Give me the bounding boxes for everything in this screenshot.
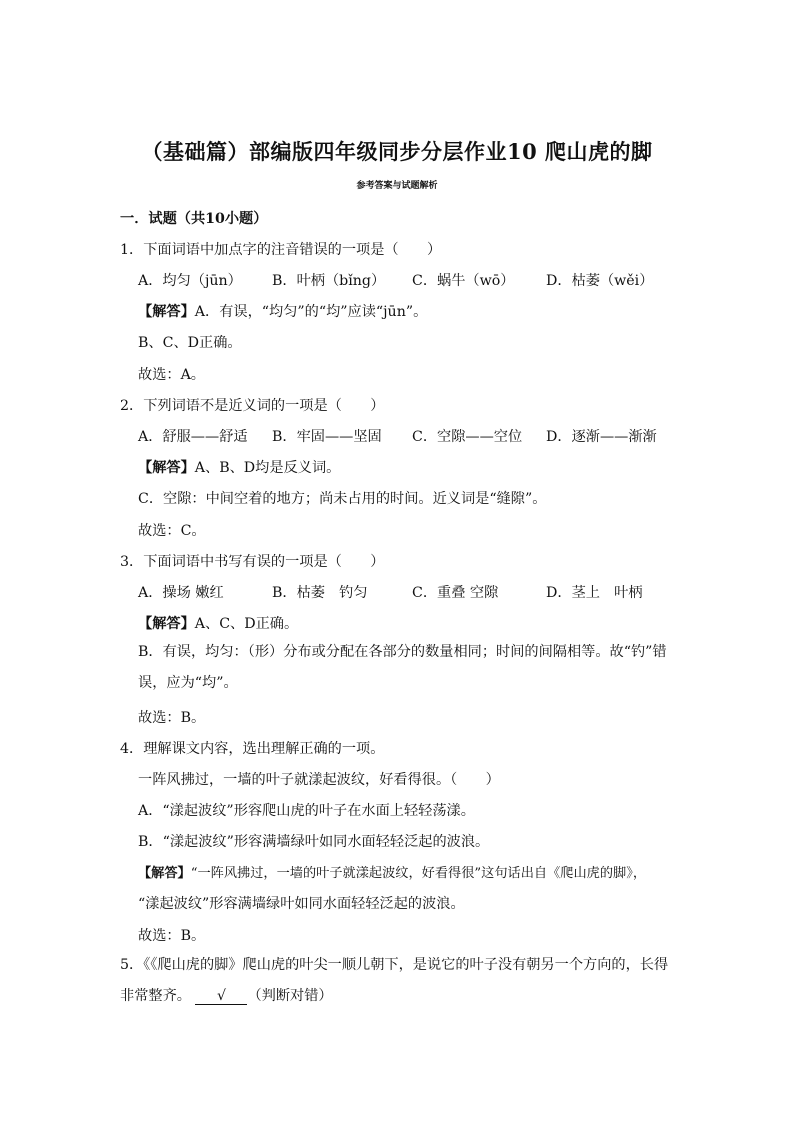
q1-answer: [138, 301, 427, 321]
q4-answer-text: “一阵风拂过，一墙的叶子就漾起波纹，好看得很”这句话出自《爬山虎的脚》，: [190, 866, 647, 881]
q4-stem: 4．理解课文内容，选出理解正确的一项。: [120, 741, 385, 757]
q4-answer-tag: 【解答】: [138, 866, 191, 881]
q4-answer-line2: “漾起波纹”形容满墙绿叶如同水面轻轻泛起的波浪。: [138, 896, 465, 912]
q2-answer-text: A、B、D均是反义词。: [194, 460, 341, 476]
q2-answer: [138, 457, 340, 477]
document-title: （基础篇）部编版四年级同步分层作业10 爬山虎的脚: [141, 139, 653, 164]
q1-option-c: C．蜗牛（wō）: [412, 273, 515, 289]
q3-option-d: D．茎上 叶柄: [546, 585, 643, 601]
q2-option-a: A．舒服——舒适: [138, 429, 248, 445]
q2-answer-tag: 【解答】: [138, 460, 195, 476]
q3-option-c: C．重叠 空隙: [412, 585, 499, 601]
q2-option-b: B．牢固——坚固: [272, 429, 382, 445]
q1-options: [138, 270, 653, 290]
q1-answer-text: A．有误，“均匀”的“均”应读“jūn”。: [194, 304, 428, 320]
q3-answer: [138, 613, 298, 633]
q3-option-a: A．操场 嫩红: [138, 585, 224, 601]
q1-stem: 1．下面词语中加点字的注音错误的一项是（ ）: [120, 242, 442, 258]
q4-option-b: B．“漾起波纹”形容满墙绿叶如同水面轻轻泛起的波浪。: [138, 834, 490, 850]
q5-answer-blank: √: [195, 988, 247, 1005]
q3-answer-line2: B．有误，均匀：（形）分布或分配在各部分的数量相同；时间的间隔相等。故“钓”错误，应为“均”。: [138, 644, 667, 691]
q4-answer: [138, 862, 646, 881]
q2-choice: 故选：C。: [138, 523, 206, 539]
q2-option-c: C．空隙——空位: [412, 429, 523, 445]
q1-option-a: A．均匀（jūn）: [138, 273, 242, 289]
document-subtitle: 参考答案与试题解析: [356, 181, 438, 191]
q3-answer-text: A、C、D正确。: [194, 616, 299, 632]
q3-choice: 故选：B。: [138, 710, 206, 726]
q1-choice: 故选：A。: [138, 367, 205, 383]
q1-answer-tag: 【解答】: [138, 304, 195, 320]
q2-options: [138, 426, 657, 446]
q3-option-b: B．枯萎 钓匀: [272, 585, 368, 601]
q4-option-a: A．“漾起波纹”形容爬山虎的叶子在水面上轻轻荡漾。: [138, 803, 475, 819]
section-heading: 一．试题（共10小题）: [120, 211, 268, 227]
q5-stem-text: 5．《《爬山虎的脚》爬山虎的叶尖一顺儿朝下，是说它的叶子没有朝另一个方向的，长得非常整齐。: [120, 957, 669, 1004]
q2-option-d: D．逐渐——渐渐: [546, 429, 657, 445]
q5-suffix: （判断对错）: [247, 988, 333, 1004]
q2-answer-line2: C．空隙：中间空着的地方；尚未占用的时间。近义词是“缝隙”。: [138, 491, 547, 507]
q3-answer-tag: 【解答】: [138, 616, 195, 632]
q5-stem: [120, 950, 680, 1012]
q4-sentence: 一阵风拂过，一墙的叶子就漾起波纹，好看得很。（ ）: [138, 772, 500, 788]
q1-option-b: B．叶柄（bǐng）: [272, 273, 386, 289]
q3-options: [138, 582, 643, 602]
q4-choice: 故选：B。: [138, 928, 206, 944]
q3-stem: 3．下面词语中书写有误的一项是（ ）: [120, 554, 385, 570]
q1-option-d: D．枯萎（wěi）: [546, 273, 654, 289]
q1-answer-line2: B、C、D正确。: [138, 335, 242, 351]
q2-stem: 2．下列词语不是近义词的一项是（ ）: [120, 398, 385, 414]
